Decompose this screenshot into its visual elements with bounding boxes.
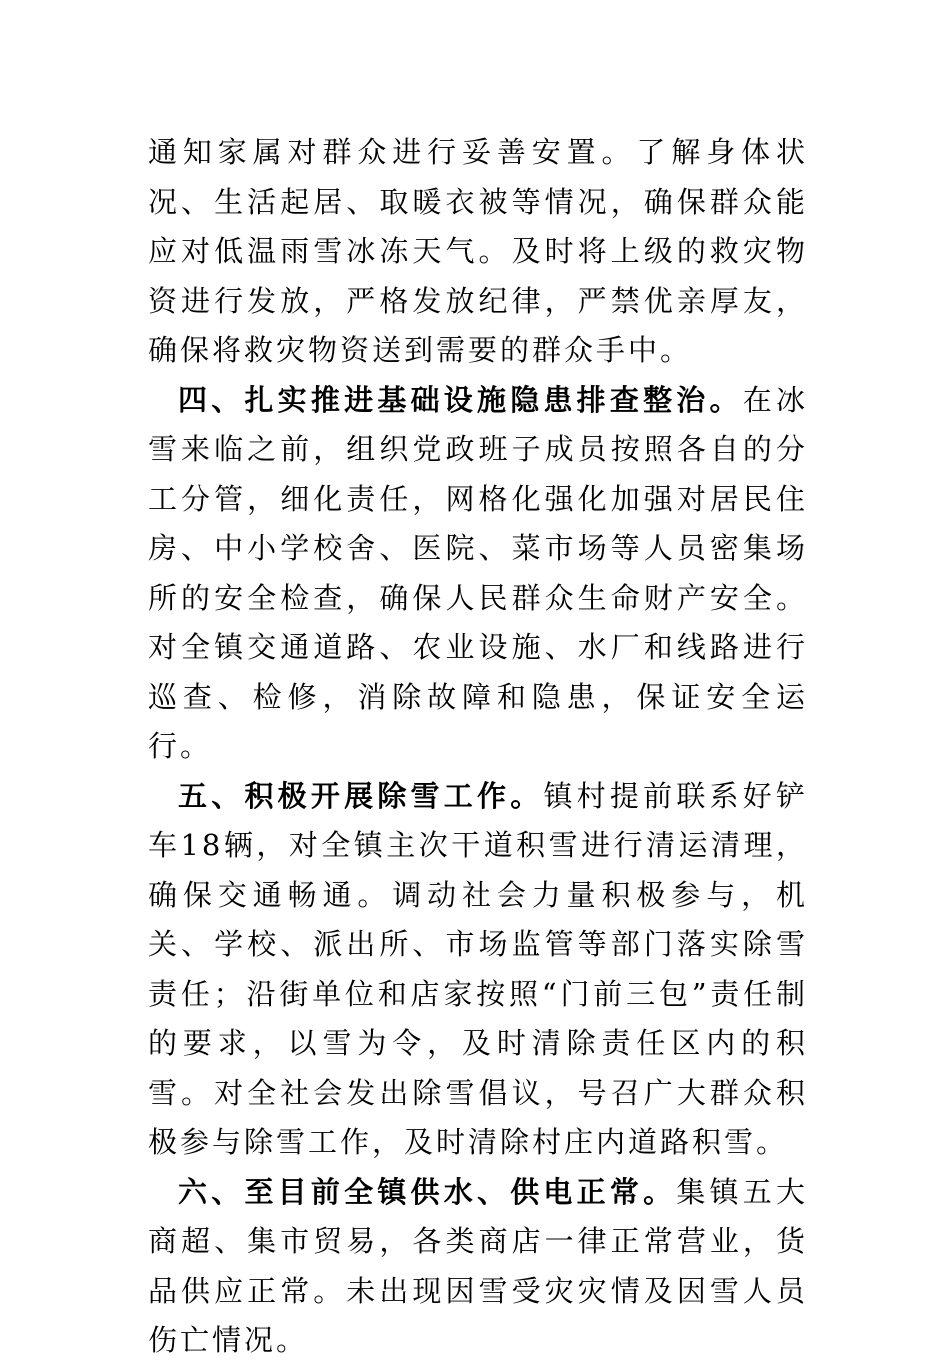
- section-heading: 六、至目前全镇供水、供电正常。: [178, 1174, 677, 1209]
- paragraph-body: 通知家属对群众进行妥善安置。了解身体状况、生活起居、取暖衣被等情况，确保群众能应对低温雨雪冰冻天气。及时将上级的救灾物资进行发放，严格发放纪律，严禁优亲厚友，确保将救灾物资送到需要的群众手中。: [148, 135, 808, 367]
- paragraph-continuation: [148, 128, 808, 376]
- paragraph-section-4: [148, 376, 808, 772]
- paragraph-section-6: [148, 1168, 808, 1366]
- document-page: [148, 128, 808, 1366]
- paragraph-body: 镇村提前联系好铲车18辆，对全镇主次干道积雪进行清运清理，确保交通畅通。调动社会力量积极参与，机关、学校、派出所、市场监管等部门落实除雪责任；沿街单位和店家按照“门前三包”责任制的要求，以雪为令，及时清除责任区内的积雪。对全社会发出除雪倡议，号召广大群众积极参与除雪工作，及时清除村庄内道路积雪。: [148, 778, 808, 1159]
- section-heading: 四、扎实推进基础设施隐患排查整治。: [178, 382, 743, 417]
- paragraph-body: 在冰雪来临之前，组织党政班子成员按照各自的分工分管，细化责任，网格化强化加强对居民住房、中小学校舍、医院、菜市场等人员密集场所的安全检查，确保人民群众生命财产安全。对全镇交通道路、农业设施、水厂和线路进行巡查、检修，消除故障和隐患，保证安全运行。: [148, 382, 808, 763]
- paragraph-section-5: [148, 772, 808, 1168]
- paragraph-body: 集镇五大商超、集市贸易，各类商店一律正常营业，货品供应正常。未出现因雪受灾灾情及因雪人员伤亡情况。: [148, 1174, 808, 1357]
- section-heading: 五、积极开展除雪工作。: [178, 778, 544, 813]
